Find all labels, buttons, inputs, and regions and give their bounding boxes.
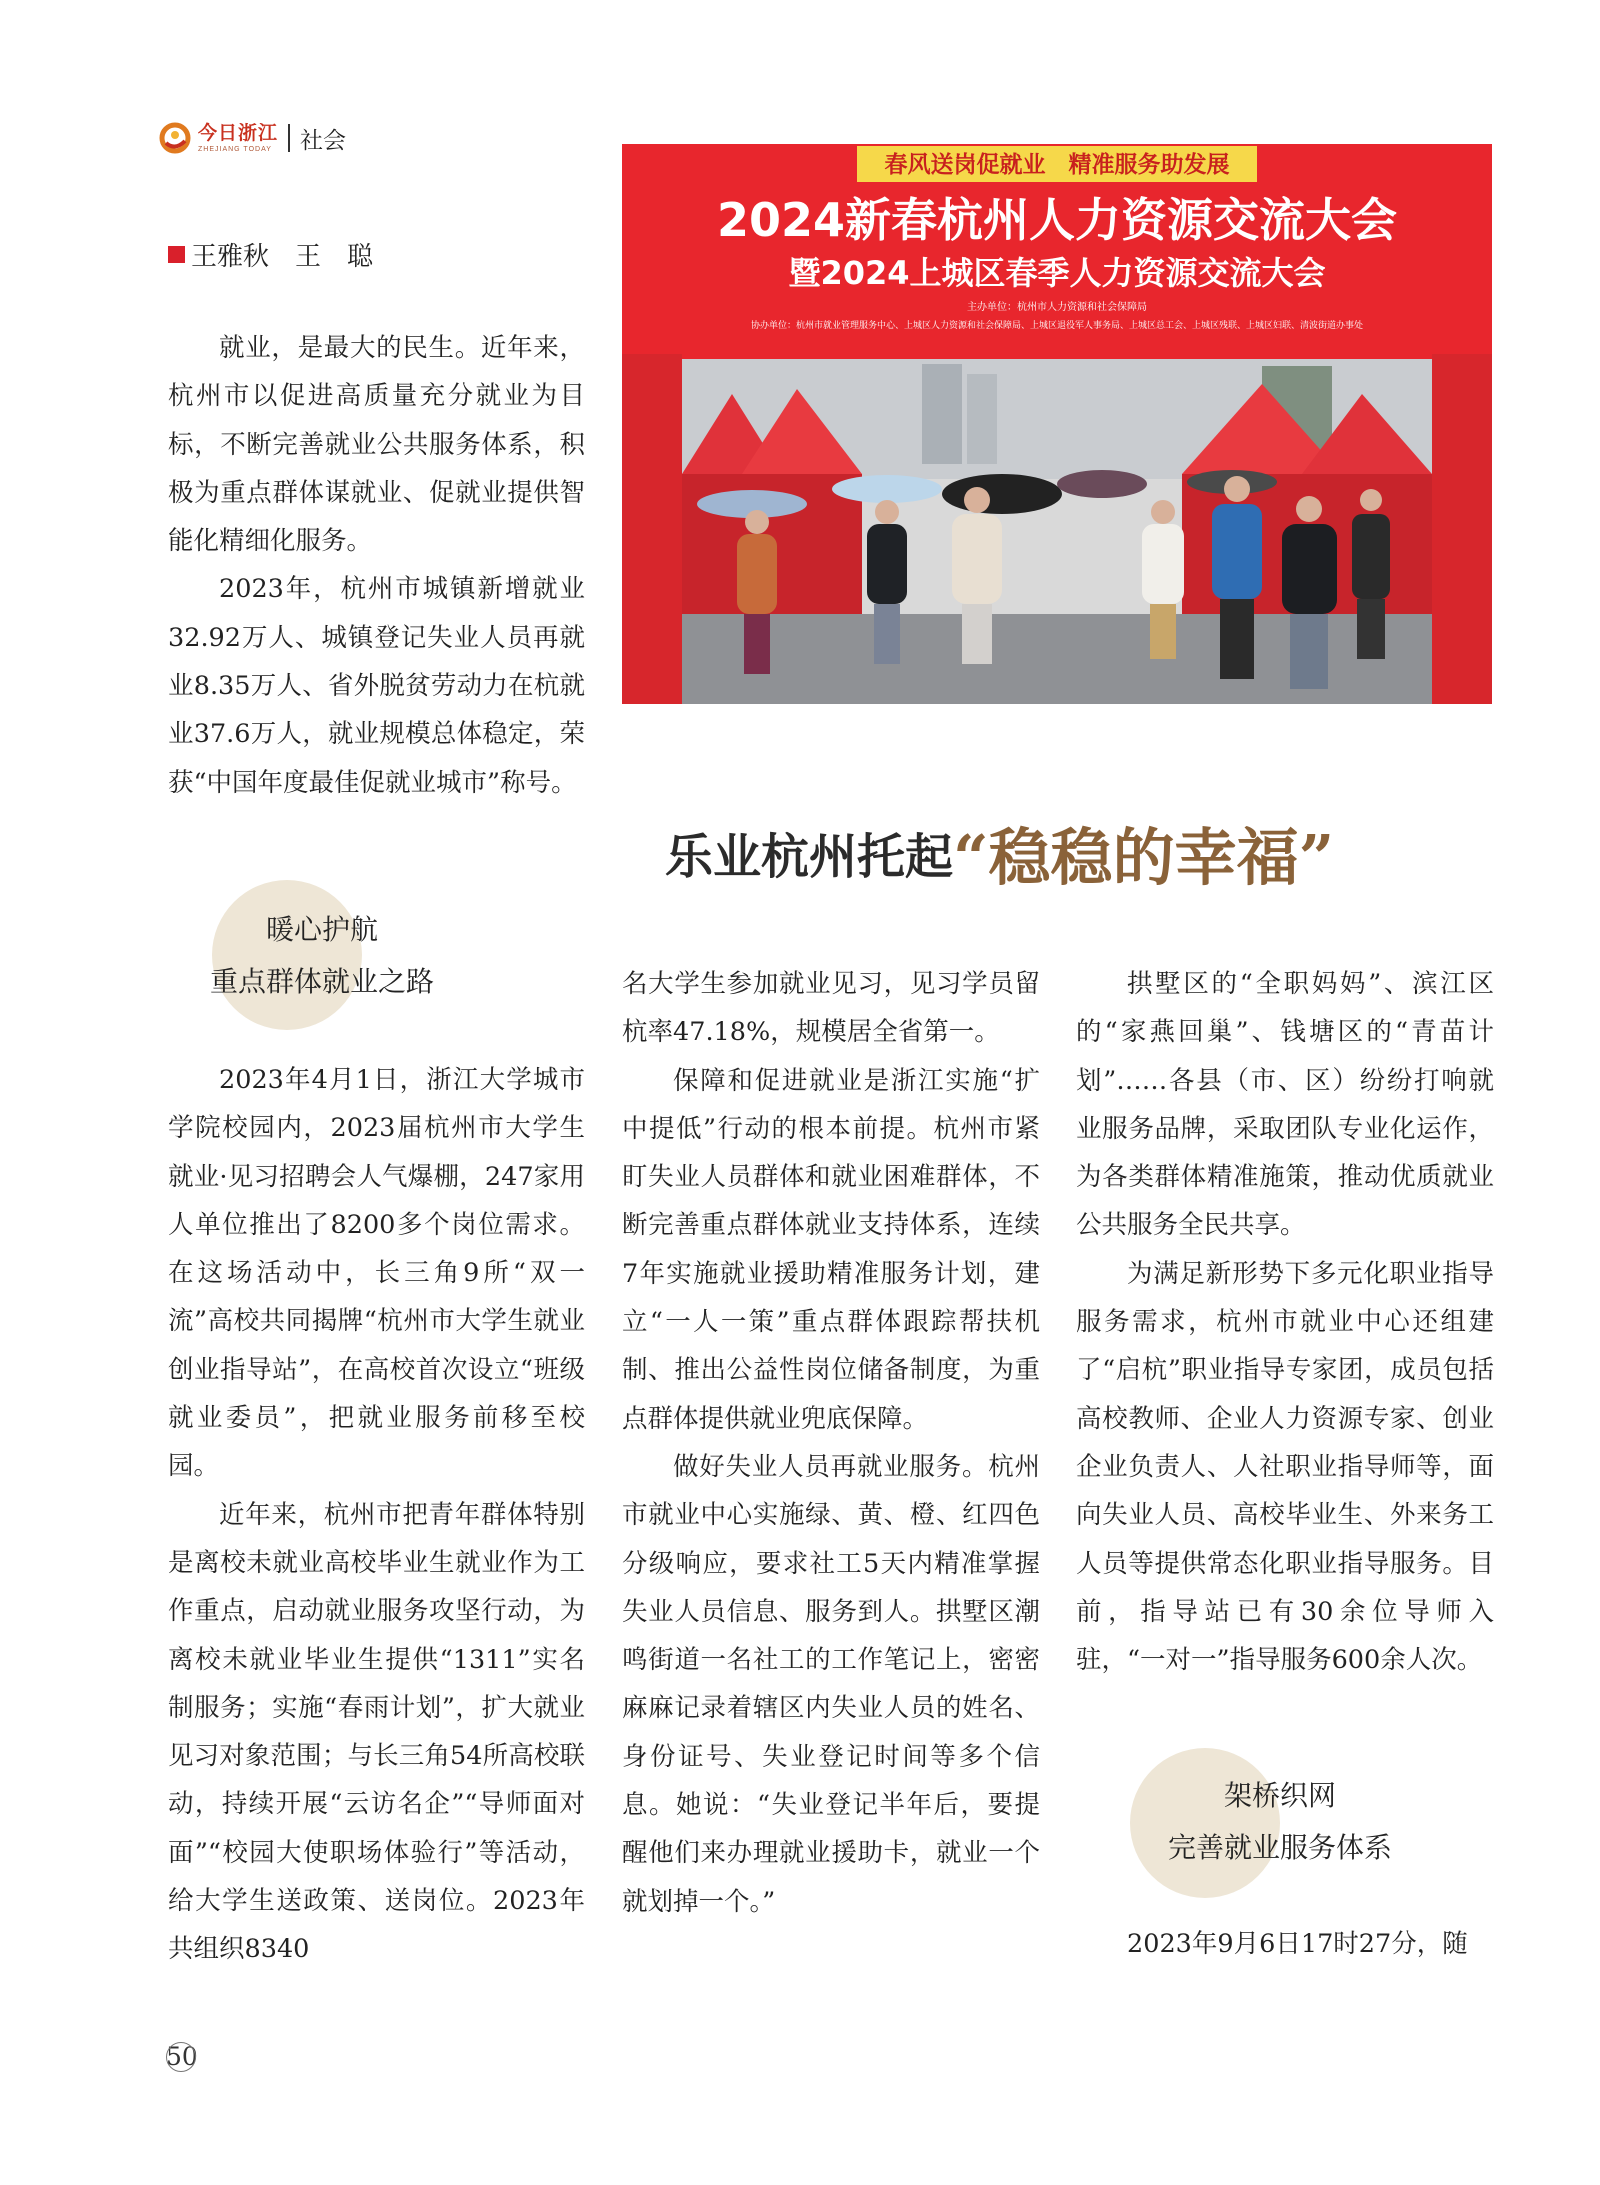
paragraph: 近年来，杭州市把青年群体特别是离校未就业高校毕业生就业作为工作重点，启动就业服务攻坚行动，为离校未就业毕业生提供“1311”实名制服务；实施“春雨计划”，扩大就业见习对象范围；与长三角54所高校联动，持续开展“云访名企”“导师面对面”“校园大使职场体验行”等活动，给大学生送政策、送岗位。2023年共组织8340 [168,1499,585,1965]
column-1-body [168,1056,585,1974]
banner-subtitle: 暨2024上城区春季人力资源交流大会 [788,254,1326,292]
paragraph: 保障和促进就业是浙江实施“扩中提低”行动的根本前提。杭州市紧盯失业人员群体和就业困难群体，不断完善重点群体就业支持体系，连续7年实施就业援助精准服务计划，建立“一人一策”重点群体跟踪帮扶机制、推出公益性岗位储备制度，为重点群体提供就业兜底保障。 [622,1065,1040,1434]
author-names: 王雅秋 王 聪 [191,242,374,272]
subheading-circle [1130,1748,1280,1898]
headline-part1: 乐业杭州托起 [665,829,954,885]
logo-icon [158,121,192,155]
intro-paragraphs [168,324,585,807]
column-2 [622,960,1040,1926]
subheading-circle [212,880,362,1030]
banner-title: 2024新春杭州人力资源交流大会 [716,193,1398,247]
byline [168,236,373,273]
column-3 [1076,960,1494,1684]
subheading-line2: 重点群体就业之路 [209,965,434,998]
header-divider [288,124,290,152]
byline-marker [168,246,185,263]
paragraph: 做好失业人员再就业服务。杭州市就业中心实施绿、黄、橙、红四色分级响应，要求社工5天内精准掌握失业人员信息、服务到人。拱墅区潮鸣街道一名社工的工作笔记上，密密麻麻记录着辖区内失业人员的姓名、身份证号、失业登记时间等多个信息。她说：“失业登记半年后，要提醒他们来办理就业援助卡，就业一个就划掉一个。” [622,1451,1040,1917]
section-label: 社会 [300,127,347,154]
subheading-line1: 暖心护航 [265,913,378,946]
subheading-1 [209,880,512,1030]
paragraph: 名大学生参加就业见习，见习学员留杭率47.18%，规模居全省第一。 [622,969,1040,1048]
paragraph: 2023年，杭州市城镇新增就业32.92万人、城镇登记失业人员再就业8.35万人、省外脱贫劳动力在杭就业37.6万人，就业规模总体稳定，荣获“中国年度最佳促就业城市”称号。 [168,574,585,798]
paragraph: 就业，是最大的民生。近年来，杭州市以促进高质量充分就业为目标，不断完善就业公共服务体系，积极为重点群体谋就业、促就业提供智能化精细化服务。 [168,333,585,557]
banner-host: 主办单位：杭州市人力资源和社会保障局 [967,302,1147,313]
banner-slogan: 春风送岗促就业 精准服务助发展 [884,151,1230,178]
logo-cn: 今日浙江 [198,121,279,144]
page-number-text: 50 [166,2042,198,2071]
subheading-line2: 完善就业服务体系 [1167,1831,1392,1864]
event-photo-illustration [622,144,1492,704]
event-photo [622,144,1492,704]
subheading-line1: 架桥织网 [1223,1779,1336,1812]
paragraph: 为满足新形势下多元化职业指导服务需求，杭州市就业中心还组建了“启杭”职业指导专家团，成员包括高校教师、企业人力资源专家、创业企业负责人、人社职业指导师等，面向失业人员、高校毕业生、外来务工人员等提供常态化职业指导服务。目前，指导站已有30余位导师入驻，“一对一”指导服务600余人次。 [1076,1258,1494,1676]
magazine-header [158,118,346,158]
page-number-ring [166,2042,196,2072]
page-number [166,2042,196,2072]
headline-part2: “稳稳的幸福” [953,821,1335,894]
paragraph: 2023年9月6日17时27分，随 [1127,1929,1468,1959]
paragraph: 2023年4月1日，浙江大学城市学院校园内，2023届杭州市大学生就业·见习招聘会人气爆棚，247家用人单位推出了8200多个岗位需求。在这场活动中，长三角9所“双一流”高校共同揭牌“杭州市大学生就业创业指导站”，在高校首次设立“班级就业委员”，把就业服务前移至校园。 [168,1065,585,1482]
column-3-continuation [1076,1920,1494,1968]
paragraph: 拱墅区的“全职妈妈”、滨江区的“家燕回巢”、钱塘区的“青苗计划”……各县（市、区）纷纷打响就业服务品牌，采取团队专业化运作，为各类群体精准施策，推动优质就业公共服务全民共享。 [1076,969,1494,1241]
logo-text [198,121,279,153]
banner-coorganizers: 协办单位：杭州市就业管理服务中心、上城区人力资源和社会保障局、上城区退役军人事务局、上城区总工会、上城区残联、上城区妇联、清波街道办事处 [750,321,1364,331]
logo-en: ZHEJIANG TODAY [198,145,272,153]
subheading-2 [1130,1748,1430,1898]
article-headline [665,808,1465,897]
